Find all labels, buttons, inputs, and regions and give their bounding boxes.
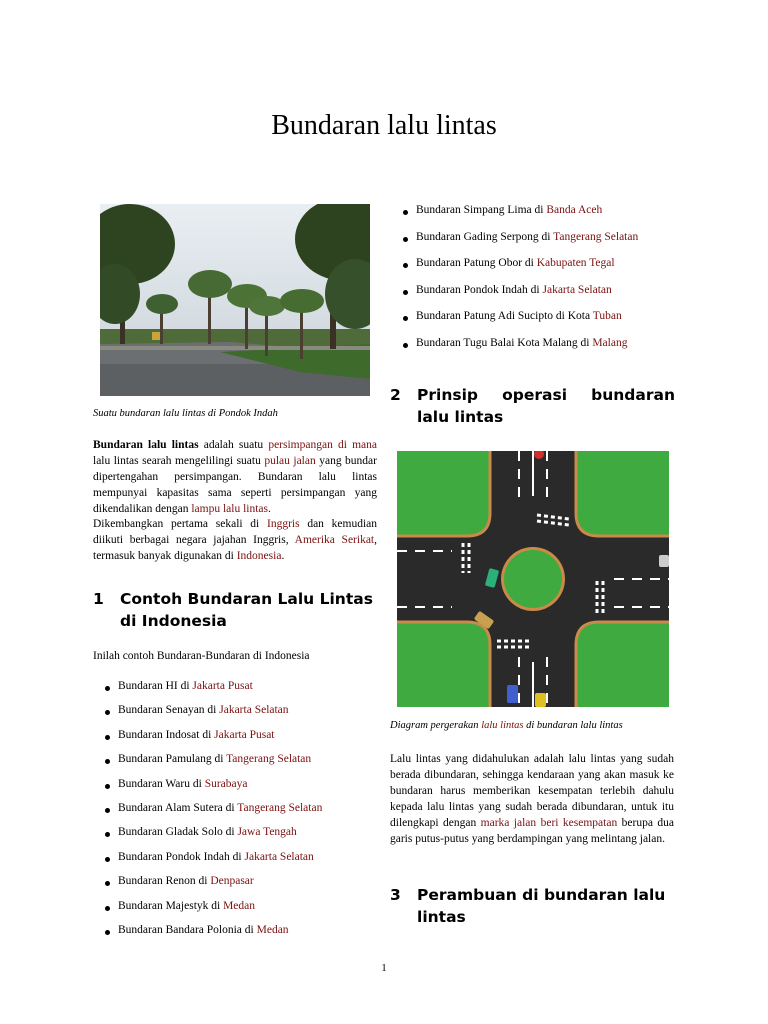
list-item xyxy=(101,826,322,850)
link-lalu-lintas[interactable]: lalu lintas xyxy=(481,720,524,731)
section-title: Perambuan di bundaran lalu lintas xyxy=(417,886,666,926)
section-number: 2 xyxy=(390,386,401,404)
list-item xyxy=(399,204,638,231)
list-item-link[interactable]: Kabupaten Tegal xyxy=(536,257,615,270)
roundabout-list-left xyxy=(101,680,322,948)
list-item-text: Bundaran Pamulang di xyxy=(118,753,227,766)
section-1-intro: Inilah contoh Bundaran-Bundaran di Indonesia xyxy=(93,650,310,662)
list-item-text: Bundaran Renon di xyxy=(118,875,211,888)
section-number: 3 xyxy=(390,886,401,904)
list-item-text: Bundaran HI di xyxy=(118,680,193,692)
paragraph-text: berupa dua garis putus-putus yang berdampingan yang melintang jalan. xyxy=(390,817,674,845)
link-lampu-lalu-lintas[interactable]: lampu lalu lintas xyxy=(191,503,269,515)
list-item-link[interactable]: Denpasar xyxy=(210,875,254,888)
link-pulau-jalan[interactable]: pulau jalan xyxy=(264,455,316,467)
list-item xyxy=(101,729,322,753)
list-item-link[interactable]: Tuban xyxy=(592,310,622,323)
list-item-text: Bundaran Patung Obor di xyxy=(416,257,537,270)
intro-text: yang bundar dipertengahan persimpangan. Bundaran lalu lintas mempunyai kapasitas sama seperti persimpangan yang dikendalikan dengan xyxy=(93,455,377,515)
section-title: Prinsip operasi bundaran lalu lintas xyxy=(417,386,675,426)
caption-text: Diagram pergerakan xyxy=(390,720,482,731)
section-3-heading xyxy=(390,884,675,928)
list-item xyxy=(101,851,322,875)
list-item xyxy=(101,924,322,948)
photo-caption: Suatu bundaran lalu lintas di Pondok Indah xyxy=(93,408,278,419)
list-item-link[interactable]: Surabaya xyxy=(204,777,248,790)
intro-text: adalah suatu xyxy=(198,439,269,451)
section-2-paragraph xyxy=(390,751,674,847)
list-item xyxy=(101,900,322,924)
roundabout-list-right xyxy=(399,204,638,364)
list-item-text: Bundaran Indosat di xyxy=(118,728,215,741)
history-text: Dikembangkan pertama sekali di xyxy=(93,518,267,530)
list-item-text: Bundaran Majestyk di xyxy=(118,899,224,912)
intro-text: . xyxy=(268,503,271,515)
list-item xyxy=(399,310,638,337)
link-amerika-serikat[interactable]: Amerika Serikat xyxy=(294,534,375,546)
list-item xyxy=(101,704,322,728)
caption-text: di bundaran lalu lintas xyxy=(523,720,623,731)
intro-paragraph xyxy=(93,437,377,517)
roundabout-photo xyxy=(100,204,370,396)
list-item-link[interactable]: Jakarta Pusat xyxy=(214,728,275,741)
intro-text: lalu lintas searah mengelilingi suatu xyxy=(93,455,265,467)
list-item-text: Bundaran Bandara Polonia di xyxy=(118,923,257,936)
list-item-text: Bundaran Pondok Indah di xyxy=(416,283,543,296)
term-bold: Bundaran lalu lintas xyxy=(93,439,199,451)
list-item-text: Bundaran Pondok Indah di xyxy=(118,850,245,863)
list-item-link[interactable]: Tangerang Selatan xyxy=(226,753,312,766)
list-item xyxy=(101,875,322,899)
diagram-caption xyxy=(390,720,623,731)
list-item xyxy=(101,802,322,826)
list-item-link[interactable]: Tangerang Selatan xyxy=(237,801,323,814)
list-item-text: Bundaran Waru di xyxy=(118,777,205,790)
list-item-text: Bundaran Tugu Balai Kota Malang di xyxy=(416,336,593,349)
section-number: 1 xyxy=(93,590,104,608)
list-item xyxy=(101,680,322,704)
link-marka-jalan[interactable]: marka jalan beri kesempatan xyxy=(480,817,618,829)
list-item xyxy=(399,257,638,284)
list-item-link[interactable]: Jakarta Pusat xyxy=(192,680,253,692)
section-title: Contoh Bundaran Lalu Lintas di Indonesia xyxy=(120,590,373,630)
link-inggris[interactable]: Inggris xyxy=(267,518,300,530)
list-item xyxy=(399,337,638,364)
list-item-link[interactable]: Jakarta Selatan xyxy=(244,850,314,863)
list-item-link[interactable]: Banda Aceh xyxy=(546,204,603,216)
list-item-link[interactable]: Medan xyxy=(223,899,256,912)
list-item-text: Bundaran Senayan di xyxy=(118,704,220,717)
list-item xyxy=(399,284,638,311)
list-item-link[interactable]: Jawa Tengah xyxy=(237,826,297,839)
list-item xyxy=(399,231,638,258)
list-item-link[interactable]: Medan xyxy=(256,923,289,936)
list-item xyxy=(101,753,322,777)
list-item-text: Bundaran Alam Sutera di xyxy=(118,801,238,814)
list-item-text: Bundaran Simpang Lima di xyxy=(416,204,547,216)
history-text: . xyxy=(281,550,285,562)
link-indonesia[interactable]: Indonesia xyxy=(236,550,282,562)
link-persimpangan[interactable]: persimpangan di mana xyxy=(268,439,378,451)
section-2-heading xyxy=(390,384,675,428)
paragraph-text: Lalu lintas yang didahulukan adalah lalu lintas yang sudah berada dibundaran, sehingga kendaraan yang akan masuk ke bundaran harus memberikan kesempatan terlebih dahulu kepada lalu lintas yang sudah berada dibundaran, untuk itu dilengkapi dengan xyxy=(390,753,674,829)
page-number: 1 xyxy=(381,962,387,974)
section-1-heading xyxy=(93,588,383,632)
list-item-text: Bundaran Gading Serpong di xyxy=(416,230,554,243)
list-item-link[interactable]: Jakarta Selatan xyxy=(219,704,289,717)
list-item-text: Bundaran Gladak Solo di xyxy=(118,826,238,839)
list-item-link[interactable]: Tangerang Selatan xyxy=(553,230,639,243)
history-paragraph xyxy=(93,516,377,564)
list-item-link[interactable]: Malang xyxy=(592,336,628,349)
page-title: Bundaran lalu lintas xyxy=(271,110,497,141)
list-item xyxy=(101,778,322,802)
roundabout-diagram xyxy=(397,451,669,707)
list-item-link[interactable]: Jakarta Selatan xyxy=(542,283,612,296)
list-item-text: Bundaran Patung Adi Sucipto di Kota xyxy=(416,310,593,323)
history-text: , termasuk banyak digunakan di xyxy=(93,534,377,562)
history-text: dan kemudian diikuti berbagai negara jajahan Inggris, xyxy=(93,518,378,546)
